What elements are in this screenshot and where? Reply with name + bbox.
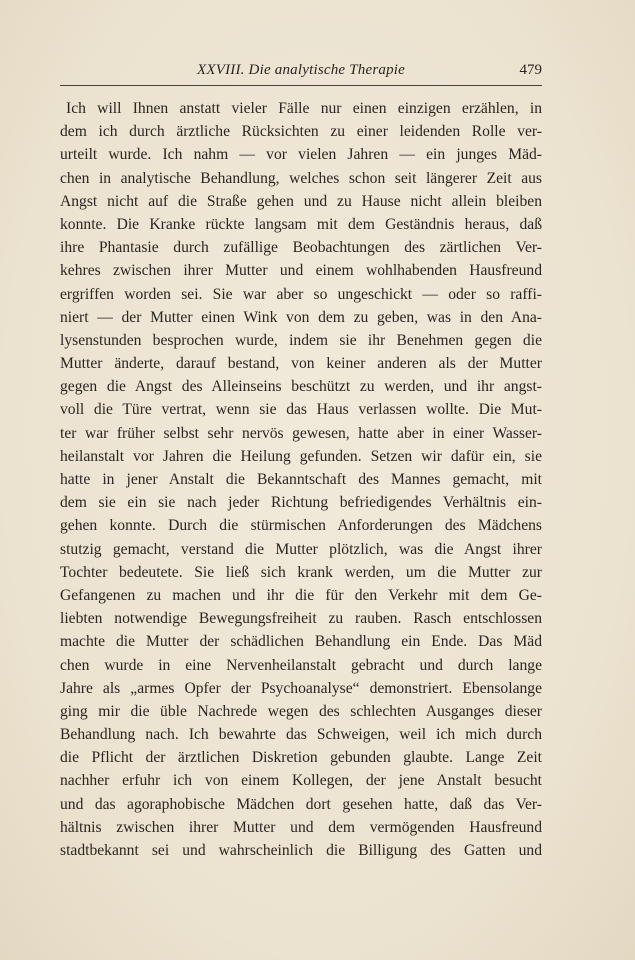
text-line: dem sie ein sie nach jeder Richtung befriedigendes Verhältnis ein- — [60, 494, 542, 512]
text-line: gehen konnte. Durch die stürmischen Anforderungen des Mädchens — [60, 517, 542, 535]
text-line: chen wurde in eine Nervenheilanstalt gebracht und durch lange — [60, 656, 542, 674]
text-line: Ich will Ihnen anstatt vieler Fälle nur einen einzigen erzählen, in — [66, 100, 542, 117]
text-line: Gefangenen zu machen und ihr die für den Verkehr mit dem Ge- — [60, 586, 542, 604]
text-line: machte die Mutter der schädlichen Behandlung ein Ende. Das Mäd — [60, 633, 542, 651]
text-line: voll die Türe vertrat, wenn sie das Haus verlassen wollte. Die Mut- — [60, 401, 542, 419]
text-line: Behandlung nach. Ich bewahrte das Schweigen, weil ich mich durch — [60, 726, 542, 744]
running-head — [60, 58, 542, 86]
text-line: ihre Phantasie durch zufällige Beobachtungen des zärtlichen Ver- — [60, 239, 542, 257]
text-line: Tochter bedeutete. Sie ließ sich krank werden, um die Mutter zur — [60, 563, 542, 581]
header-rule — [60, 85, 542, 86]
text-line: gegen die Angst des Alleinseins beschützt zu werden, und ihr angst- — [60, 378, 542, 396]
text-line: heilanstalt vor Jahren die Heilung gefunden. Setzen wir dafür ein, sie — [60, 447, 542, 465]
text-line: hatte in jener Anstalt die Bekanntschaft des Mannes gemacht, mit — [60, 471, 542, 488]
text-line: stutzig gemacht, verstand die Mutter plötzlich, was die Angst ihrer — [60, 540, 542, 558]
text-line: urteilt wurde. Ich nahm — vor vielen Jahren — ein junges Mäd- — [60, 146, 542, 164]
text-line: chen in analytische Behandlung, welches schon seit längerer Zeit aus — [60, 169, 542, 187]
text-line: Angst nicht auf die Straße gehen und zu Hause nicht allein bleiben — [60, 192, 542, 210]
text-line: liebten notwendige Bewegungsfreiheit zu rauben. Rasch entschlossen — [60, 610, 542, 628]
text-line: hältnis zwischen ihrer Mutter und dem vermögenden Hausfreund — [60, 818, 542, 836]
page-number: 479 — [519, 62, 542, 78]
text-line: Mutter änderte, darauf bestand, von keiner anderen als der Mutter — [60, 355, 542, 373]
text-line: ergriffen worden sei. Sie war aber so ungeschickt — oder so raffi- — [60, 285, 542, 303]
text-line: kehres zwischen ihrer Mutter und einem wohlhabenden Hausfreund — [60, 262, 542, 280]
text-line: niert — der Mutter einen Wink von dem zu geben, was in den Ana- — [60, 308, 542, 326]
text-line: konnte. Die Kranke rückte langsam mit dem Geständnis heraus, daß — [60, 215, 542, 233]
text-line: Jahre als „armes Opfer der Psychoanalyse“ demonstriert. Ebensolange — [60, 679, 542, 697]
text-line: ging mir die üble Nachrede wegen des schlechten Ausganges dieser — [60, 702, 542, 720]
text-line: nachher erfuhr ich von einem Kollegen, der jene Anstalt besucht — [60, 772, 542, 790]
text-line: ter war früher selbst sehr nervös gewesen, hatte aber in einer Wasser- — [60, 424, 542, 442]
body-paragraph — [60, 97, 542, 862]
text-line: die Pflicht der ärztlichen Diskretion gebunden glaubte. Lange Zeit — [60, 749, 542, 767]
text-line: lysenstunden besprochen wurde, indem sie ihr Benehmen gegen die — [60, 331, 542, 349]
text-line: und das agoraphobische Mädchen dort gesehen hatte, daß das Ver- — [60, 795, 542, 813]
text-line: stadtbekannt sei und wahrscheinlich die Billigung des Gatten und — [60, 842, 542, 859]
text-line: dem ich durch ärztliche Rücksichten zu einer leidenden Rolle ver- — [60, 123, 542, 141]
chapter-title: XXVIII. Die analytische Therapie — [196, 62, 405, 78]
